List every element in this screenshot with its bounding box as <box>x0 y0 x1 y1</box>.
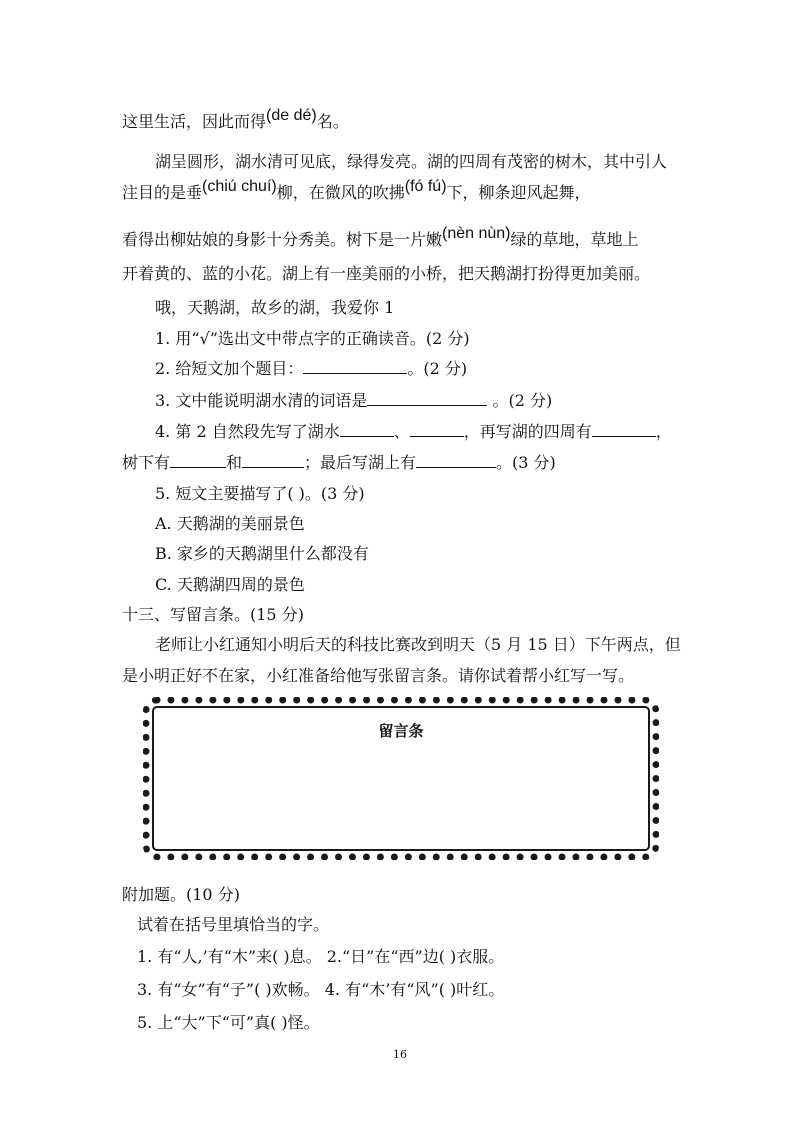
text: 3. 文中能说明湖水清的词语是 <box>155 391 368 410</box>
bonus-title: 附加题。(10 分) <box>122 885 240 904</box>
passage-line-2: 湖呈圆形，湖水清可见底，绿得发亮。湖的四周有茂密的树木，其中引人 <box>155 152 668 171</box>
text: 。(3 分) <box>496 453 556 472</box>
text: ；最后写湖上有 <box>304 453 417 472</box>
passage-line-3 <box>122 178 591 205</box>
text: 下，柳条迎风起舞， <box>446 183 591 202</box>
answer-blank[interactable] <box>170 453 226 468</box>
text: 4. 第 2 自然段先写了湖水 <box>155 422 340 441</box>
answer-blank[interactable] <box>367 391 487 406</box>
bonus-intro: 试着在括号里填恰当的字。 <box>137 915 330 934</box>
bonus-item-3-4: 3. 有“女”有“子”( )欢畅。 4. 有“木’有“风”( )叶红。 <box>137 980 505 999</box>
message-note-box[interactable] <box>143 697 659 860</box>
passage-line-1 <box>122 107 349 134</box>
option-a: A. 天鹅湖的美丽景色 <box>155 514 305 533</box>
question-4-line-2 <box>122 452 556 474</box>
answer-blank[interactable] <box>242 453 304 468</box>
pinyin-choice: (de dé) <box>266 107 317 124</box>
option-b: B. 家乡的天鹅湖里什么都没有 <box>155 544 369 563</box>
question-2 <box>155 358 467 380</box>
text: ， <box>655 422 672 441</box>
note-title: 留言条 <box>378 722 424 740</box>
text: 和 <box>226 453 243 472</box>
answer-blank[interactable] <box>592 422 656 437</box>
question-3 <box>155 390 552 412</box>
passage-line-6: 哦，天鹅湖，故乡的湖，我爱你 1 <box>155 298 395 317</box>
bonus-item-5: 5. 上“大”下“可”真( )怪。 <box>137 1013 320 1032</box>
page-number: 16 <box>393 1048 407 1061</box>
text: 注目的是垂 <box>122 183 203 202</box>
text: 名。 <box>316 112 349 131</box>
answer-blank[interactable] <box>410 422 464 437</box>
text: 、 <box>393 422 410 441</box>
section-13-title: 十三、写留言条。(15 分) <box>122 605 304 624</box>
question-5: 5. 短文主要描写了( )。(3 分) <box>155 484 365 503</box>
text: 2. 给短文加个题目： <box>155 359 304 378</box>
question-1: 1. 用“√”选出文中带点字的正确读音。(2 分) <box>155 329 470 348</box>
text: 绿的草地，草地上 <box>510 230 639 249</box>
text: 柳，在微风的吹拂 <box>276 183 405 202</box>
answer-blank[interactable] <box>340 422 394 437</box>
pinyin-choice: (chiú chuí) <box>202 178 277 195</box>
section-13-prompt-line-2: 是小明正好不在家，小红准备给他写张留言条。请你试着帮小红写一写。 <box>122 666 635 685</box>
text: 。(2 分) <box>487 391 553 410</box>
question-4-line-1 <box>155 421 672 443</box>
text: 。(2 分) <box>407 359 468 378</box>
passage-line-5: 开着黄的、蓝的小花。湖上有一座美丽的小桥，把天鹅湖打扮得更加美丽。 <box>122 264 651 283</box>
text: 看得出柳姑娘的身影十分秀美。树下是一片嫩 <box>122 230 443 249</box>
pinyin-choice: (fó fú) <box>404 178 447 195</box>
answer-blank[interactable] <box>416 453 496 468</box>
pinyin-choice: (nèn nùn) <box>442 225 511 242</box>
answer-blank[interactable] <box>303 359 407 374</box>
option-c: C. 天鹅湖四周的景色 <box>155 575 305 594</box>
text: 这里生活，因此而得 <box>122 112 267 131</box>
text: 树下有 <box>122 453 171 472</box>
text: ，再写湖的四周有 <box>463 422 592 441</box>
section-13-prompt-line-1: 老师让小红通知小明后天的科技比赛改到明天（5 月 15 日）下午两点，但 <box>155 635 681 654</box>
passage-line-4 <box>122 225 639 252</box>
bonus-item-1-2: 1. 有“人,’有“木”来( )息。 2.“日”在“西”边( )衣服。 <box>137 947 505 966</box>
